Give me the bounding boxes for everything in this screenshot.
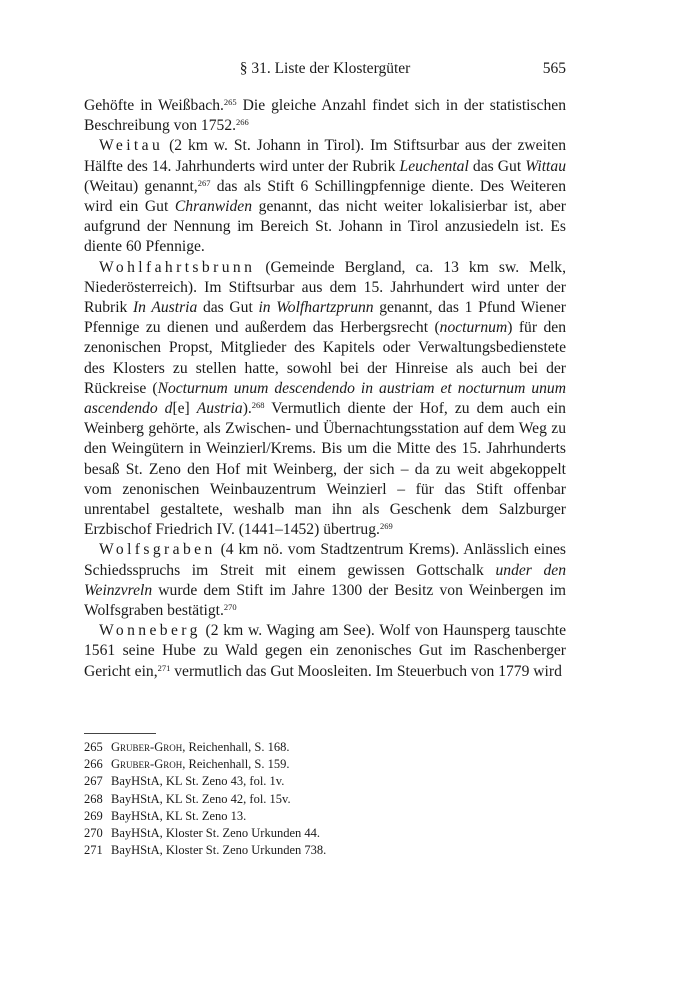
footnote-ref[interactable]: 268 — [251, 400, 265, 411]
text-run: genannt, das nicht weiter lokalisierbar ist, aber aufgrund der Nennung im Bereich St. Johann in Tirol anzusiedeln ist. Es diente 60 Pfennige. — [84, 198, 566, 256]
footnote-ref[interactable]: 265 — [223, 97, 237, 107]
footnote-citation: BayHStA, Kloster St. Zeno Urkunden 44. — [111, 826, 321, 841]
footnote-citation: BayHStA, KL St. Zeno 42, fol. 15v. — [111, 791, 291, 806]
text-run: vermutlich das Gut Moosleiten. Im Steuerbuch von 1779 wird — [170, 662, 562, 680]
paragraph-wonneberg — [84, 621, 566, 682]
page-header — [84, 58, 566, 80]
footnote-ref[interactable]: 267 — [197, 177, 211, 188]
text-run: [e] — [172, 400, 197, 418]
italic-term: In Austria — [132, 299, 198, 317]
footnote-number: 267 — [84, 774, 103, 789]
footnote — [84, 808, 566, 825]
footnote-citation: BayHStA, Kloster St. Zeno Urkunden 738. — [111, 843, 327, 858]
main-text — [84, 96, 566, 682]
footnote-number: 271 — [84, 843, 103, 858]
running-title: § 31. Liste der Klostergüter — [239, 60, 411, 77]
entry-name-weitau: Weitau — [99, 137, 164, 155]
text-run: das Gut — [197, 299, 259, 317]
italic-term: Leuchental — [399, 157, 469, 175]
text-run: (2 km w. Waging am See). Wolf von Haunsperg tauschte 1561 seine Hube zu Wald gegen ein zenonisches Gut im Raschenberger Gericht ein, — [84, 622, 566, 680]
footnote-number: 265 — [84, 740, 103, 754]
paragraph-weissbach-continuation — [84, 96, 566, 136]
text-run: ) für den zenonischen Propst, Mitglieder des Kapitels oder Verwaltungsbedienstete des Klosters zu stellen hatte, sowohl bei der Hinreise als auch bei der Rückreise ( — [84, 319, 566, 397]
footnote-ref[interactable]: 270 — [223, 602, 237, 613]
footnote-citation: BayHStA, KL St. Zeno 43, fol. 1v. — [111, 774, 285, 789]
italic-term: Austria — [196, 400, 243, 418]
italic-term: Chranwiden — [174, 198, 253, 216]
text-run: Gehöfte in Weißbach. — [84, 97, 224, 114]
footnote — [84, 825, 566, 842]
text-run: das Gut — [468, 157, 526, 175]
footnote-number: 270 — [84, 826, 103, 841]
footnote — [84, 791, 566, 808]
footnote-number: 269 — [84, 808, 103, 823]
text-run: genannt, das 1 Pfund Wiener Pfennige zu dienen und außerdem das Herbergsrecht ( — [84, 299, 566, 337]
text-run: das als Stift 6 Schillingpfennige diente. Des Weiteren wird ein Gut — [84, 177, 566, 216]
text-run: (2 km w. St. Johann in Tirol). Im Stiftsurbar aus der zweiten Hälfte des 14. Jahrhunderts wird unter der Rubrik — [84, 137, 566, 175]
italic-term: nocturnum — [439, 319, 508, 337]
entry-name-wohlfahrtsbrunn: Wohlfahrtsbrunn — [99, 258, 256, 276]
footnote — [84, 756, 566, 773]
footnote-ref[interactable]: 266 — [236, 117, 249, 128]
italic-quote: Nocturnum unum descendendo in austriam et nocturnum unum ascendendo d — [84, 379, 566, 418]
paragraph-wolfsgraben — [84, 540, 566, 621]
paragraph-weitau — [84, 136, 566, 257]
text-run: Die gleiche Anzahl findet sich in der statistischen Beschreibung von 1752. — [84, 97, 566, 135]
footnote-text — [111, 756, 290, 773]
footnote-separator — [84, 733, 156, 734]
italic-term: Wittau — [525, 157, 566, 175]
text-run: (Gemeinde Bergland, ca. 13 km sw. Melk, Niederösterreich). Im Stiftsurbar aus dem 15. Jahrhundert wird unter der Rubrik — [84, 258, 566, 317]
footnote — [84, 842, 566, 859]
footnote-citation: , Reichenhall, S. 168. — [182, 740, 290, 754]
page-number: 565 — [542, 60, 566, 77]
footnote — [84, 739, 566, 756]
text-run: wurde dem Stift im Jahre 1300 der Besitz von Weinbergen im Wolfsgraben bestätigt. — [84, 581, 566, 620]
footnote-number: 268 — [84, 791, 103, 806]
footnote-text — [111, 739, 290, 756]
paragraph-wohlfahrtsbrunn — [84, 258, 566, 541]
footnote-citation: , Reichenhall, S. 159. — [182, 757, 290, 772]
entry-name-wonneberg: Wonneberg — [99, 622, 201, 640]
text-run: (4 km nö. vom Stadtzentrum Krems). Anlässlich eines Schiedsspruchs im Streit mit einem gewissen Gottschalk — [84, 541, 566, 579]
footnote-ref[interactable]: 271 — [157, 662, 171, 673]
footnote-author: Gruber-Groh — [111, 740, 183, 754]
text-run: ). — [242, 400, 252, 418]
footnote-author: Gruber-Groh — [111, 757, 183, 772]
italic-term: under den Weinzvreln — [84, 561, 566, 599]
text-run: (Weitau) genannt, — [84, 177, 198, 195]
footnote — [84, 773, 566, 790]
footnote-ref[interactable]: 269 — [379, 521, 393, 532]
footnote-citation: BayHStA, KL St. Zeno 13. — [111, 808, 247, 823]
text-run: Vermutlich diente der Hof, zu dem auch ein Weinberg gehörte, als Zwischen- und Übernachtungsstation auf dem Weg zu den Weingütern in Weinzierl/Krems. Bis um die Mitte des 15. Jahrhunderts besaß St. Zeno den Hof mit Weinberg, der sich – da zu weit abgekoppelt vom zenonischen Weinbauzentrum Weinzierl – für das Stift offenbar unrentabel gestaltete, weshalb man ihn als Geschenk dem Salzburger Erzbischof Friedrich IV. (1441–1452) übertrug. — [84, 400, 566, 539]
italic-term: in Wolfhartzprunn — [258, 299, 374, 317]
footnote-number: 266 — [84, 757, 103, 772]
entry-name-wolfsgraben: Wolfsgraben — [99, 541, 216, 559]
footnotes — [84, 739, 566, 859]
